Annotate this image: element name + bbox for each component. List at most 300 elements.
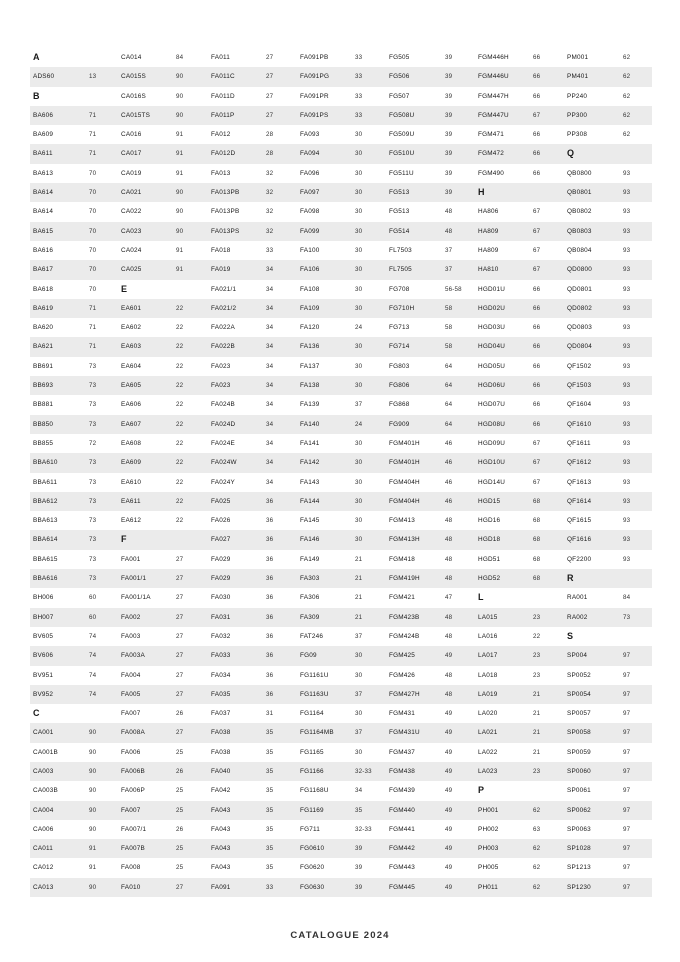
page-number: 34 bbox=[266, 420, 274, 428]
product-code: FA306 bbox=[300, 594, 320, 602]
page-number: 27 bbox=[176, 632, 184, 640]
product-code: FG710H bbox=[389, 304, 415, 312]
page-number: 91 bbox=[176, 266, 184, 274]
page-number: 62 bbox=[533, 845, 541, 853]
page-number: 36 bbox=[266, 555, 274, 563]
product-code: RA001 bbox=[567, 594, 588, 602]
page-number: 30 bbox=[355, 246, 363, 254]
product-code: CA001B bbox=[33, 748, 59, 756]
page-number: 22 bbox=[176, 497, 184, 505]
section-letter: P bbox=[478, 785, 485, 796]
product-code: FA043 bbox=[211, 845, 231, 853]
product-code: FA007 bbox=[121, 710, 141, 718]
page-number: 46 bbox=[445, 439, 453, 447]
product-code: FGM401H bbox=[389, 459, 420, 467]
page-number: 70 bbox=[89, 266, 97, 274]
page-number: 39 bbox=[445, 73, 453, 81]
product-code: FGM418 bbox=[389, 555, 416, 563]
product-code: HGD08U bbox=[478, 420, 506, 428]
page-number: 30 bbox=[355, 439, 363, 447]
product-code: FG1161U bbox=[300, 671, 329, 679]
product-code: FA007 bbox=[121, 806, 141, 814]
product-code: CA017 bbox=[121, 150, 142, 158]
product-code: FG0630 bbox=[300, 883, 325, 891]
product-code: EA605 bbox=[121, 382, 142, 390]
index-row bbox=[30, 337, 652, 356]
page-number: 90 bbox=[89, 806, 97, 814]
product-code: FA091PB bbox=[300, 54, 329, 61]
page-number: 30 bbox=[355, 266, 363, 274]
product-code: CA006 bbox=[33, 825, 54, 833]
catalogue-footer: CATALOGUE 2024 bbox=[290, 930, 390, 941]
page-number: 93 bbox=[623, 189, 631, 197]
product-code: FG0620 bbox=[300, 864, 325, 872]
page-number: 24 bbox=[355, 420, 363, 428]
page-number: 33 bbox=[266, 246, 274, 254]
page-number: 63 bbox=[533, 825, 541, 833]
product-code: SP0054 bbox=[567, 690, 591, 698]
product-code: BA620 bbox=[33, 324, 54, 332]
page-number: 34 bbox=[266, 401, 274, 409]
product-code: HGD07U bbox=[478, 401, 506, 409]
page-number: 70 bbox=[89, 189, 97, 197]
page-number: 32-33 bbox=[355, 767, 372, 775]
page-number: 34 bbox=[355, 787, 363, 795]
page-number: 27 bbox=[176, 652, 184, 660]
product-code: EA609 bbox=[121, 459, 142, 467]
page-number: 39 bbox=[445, 189, 453, 197]
page-number: 36 bbox=[266, 517, 274, 525]
page-number: 66 bbox=[533, 73, 541, 81]
page-number: 73 bbox=[623, 613, 631, 621]
page-number: 93 bbox=[623, 478, 631, 486]
product-code: HGD10U bbox=[478, 459, 506, 467]
page-number: 67 bbox=[533, 208, 541, 216]
page-number: 13 bbox=[89, 73, 97, 81]
product-code: BA617 bbox=[33, 266, 54, 274]
product-code: FA303 bbox=[300, 575, 320, 583]
page-number: 48 bbox=[445, 575, 453, 583]
product-code: FA007/1 bbox=[121, 825, 147, 833]
page-number: 93 bbox=[623, 459, 631, 467]
product-code: CA022 bbox=[121, 208, 142, 216]
index-row bbox=[30, 858, 652, 877]
section-letter: B bbox=[33, 90, 40, 101]
product-code: FGM438 bbox=[389, 767, 416, 775]
product-code: FA144 bbox=[300, 497, 320, 505]
product-code: HA810 bbox=[478, 266, 499, 274]
product-code: CA019 bbox=[121, 169, 142, 177]
page-number: 71 bbox=[89, 304, 97, 312]
product-code: BBA614 bbox=[33, 536, 58, 544]
product-code: LA018 bbox=[478, 671, 498, 679]
page-number: 66 bbox=[533, 304, 541, 312]
page-number: 21 bbox=[355, 575, 363, 583]
page-number: 34 bbox=[266, 362, 274, 370]
page-number: 74 bbox=[89, 632, 97, 640]
page-number: 62 bbox=[533, 864, 541, 872]
product-code: FA098 bbox=[300, 208, 320, 216]
product-code: QB0800 bbox=[567, 169, 592, 177]
page-number: 37 bbox=[355, 401, 363, 409]
product-code: FA004 bbox=[121, 671, 141, 679]
product-code: QF1614 bbox=[567, 497, 592, 505]
product-code: FA006B bbox=[121, 767, 145, 775]
page-number: 68 bbox=[533, 497, 541, 505]
page-number: 70 bbox=[89, 227, 97, 235]
product-code: FA097 bbox=[300, 189, 320, 197]
page-number: 37 bbox=[355, 690, 363, 698]
page-number: 30 bbox=[355, 671, 363, 679]
product-code: FA146 bbox=[300, 536, 320, 544]
product-code: BA611 bbox=[33, 150, 53, 158]
page-number: 27 bbox=[176, 729, 184, 737]
product-code: SP0052 bbox=[567, 671, 591, 679]
product-code: FA011 bbox=[211, 54, 231, 61]
page-number: 93 bbox=[623, 227, 631, 235]
product-code: HGD06U bbox=[478, 382, 506, 390]
product-code: CA015TS bbox=[121, 111, 151, 119]
product-code: FA043 bbox=[211, 806, 231, 814]
page-number: 34 bbox=[266, 343, 274, 351]
product-code: BBA615 bbox=[33, 555, 58, 563]
product-code: FG513 bbox=[389, 189, 410, 197]
page-number: 22 bbox=[533, 632, 541, 640]
page-number: 36 bbox=[266, 632, 274, 640]
product-code: FA029 bbox=[211, 555, 231, 563]
page-number: 90 bbox=[176, 111, 184, 119]
product-code: BV605 bbox=[33, 632, 54, 640]
index-row bbox=[30, 395, 652, 414]
product-code: FGM427H bbox=[389, 690, 420, 698]
product-code: SP1213 bbox=[567, 864, 591, 872]
product-code: LA015 bbox=[478, 613, 498, 621]
page-number: 35 bbox=[266, 787, 274, 795]
page-number: 64 bbox=[445, 362, 453, 370]
page-number: 35 bbox=[266, 748, 274, 756]
product-code: QD0802 bbox=[567, 304, 593, 312]
product-code: SP0059 bbox=[567, 748, 591, 756]
product-code: HGD03U bbox=[478, 324, 506, 332]
page-number: 74 bbox=[89, 671, 97, 679]
page-number: 46 bbox=[445, 478, 453, 486]
page-number: 34 bbox=[266, 382, 274, 390]
page-number: 22 bbox=[176, 401, 184, 409]
product-code: SP0062 bbox=[567, 806, 591, 814]
product-code: FA091PR bbox=[300, 92, 329, 100]
product-code: FGM472 bbox=[478, 150, 505, 158]
product-code: FA145 bbox=[300, 517, 320, 525]
page-number: 93 bbox=[623, 420, 631, 428]
page-number: 23 bbox=[533, 671, 541, 679]
section-letter: Q bbox=[567, 148, 575, 159]
product-code: FA013PB bbox=[211, 189, 240, 197]
page-number: 33 bbox=[355, 73, 363, 81]
product-code: FA012D bbox=[211, 150, 236, 158]
product-code: HA806 bbox=[478, 208, 499, 216]
product-code: CA014 bbox=[121, 54, 142, 61]
product-code: BB850 bbox=[33, 420, 54, 428]
page-number: 27 bbox=[176, 671, 184, 679]
product-code: FA021/2 bbox=[211, 304, 237, 312]
page-number: 73 bbox=[89, 459, 97, 467]
page-number: 56-58 bbox=[445, 285, 462, 293]
page-number: 68 bbox=[533, 517, 541, 525]
product-code: CA025 bbox=[121, 266, 142, 274]
page-number: 30 bbox=[355, 169, 363, 177]
product-code: FGM413H bbox=[389, 536, 420, 544]
page-number: 64 bbox=[445, 401, 453, 409]
page-number: 48 bbox=[445, 517, 453, 525]
page-number: 39 bbox=[445, 169, 453, 177]
page-number: 93 bbox=[623, 169, 631, 177]
product-code: PH003 bbox=[478, 845, 499, 853]
page-number: 30 bbox=[355, 208, 363, 216]
product-code: HGD52 bbox=[478, 575, 501, 583]
page-number: 67 bbox=[533, 266, 541, 274]
product-code: FGM447H bbox=[478, 92, 509, 100]
product-code: FA022B bbox=[211, 343, 235, 351]
page-number: 21 bbox=[533, 710, 541, 718]
product-code: FGM424B bbox=[389, 632, 420, 640]
product-code: FA013 bbox=[211, 169, 231, 177]
page-number: 22 bbox=[176, 478, 184, 486]
page-number: 22 bbox=[176, 382, 184, 390]
index-row bbox=[30, 627, 652, 646]
product-code: FG510U bbox=[389, 150, 415, 158]
product-code: SP1028 bbox=[567, 845, 591, 853]
page-number: 22 bbox=[176, 439, 184, 447]
page-number: 73 bbox=[89, 401, 97, 409]
product-code: FG513 bbox=[389, 208, 410, 216]
product-code: CA015S bbox=[121, 73, 147, 81]
product-code: FA109 bbox=[300, 304, 320, 312]
product-code: FG711 bbox=[300, 825, 321, 833]
product-code: FA008A bbox=[121, 729, 145, 737]
page-number: 66 bbox=[533, 169, 541, 177]
product-code: QD0800 bbox=[567, 266, 593, 274]
page-number: 22 bbox=[176, 517, 184, 525]
product-code: FA021/1 bbox=[211, 285, 237, 293]
page-number: 90 bbox=[89, 748, 97, 756]
index-row bbox=[30, 762, 652, 781]
product-code: FA011C bbox=[211, 73, 235, 81]
page-number: 34 bbox=[266, 324, 274, 332]
page-number: 24 bbox=[355, 324, 363, 332]
index-row bbox=[30, 820, 652, 839]
product-code: FG507 bbox=[389, 92, 410, 100]
page-number: 72 bbox=[89, 439, 97, 447]
page-number: 93 bbox=[623, 401, 631, 409]
page-number: 90 bbox=[176, 92, 184, 100]
page-number: 32-33 bbox=[355, 825, 372, 833]
page-number: 90 bbox=[176, 227, 184, 235]
product-code: FGM439 bbox=[389, 787, 416, 795]
page-number: 91 bbox=[176, 246, 184, 254]
page-number: 93 bbox=[623, 246, 631, 254]
section-letter: H bbox=[478, 187, 485, 198]
page-number: 49 bbox=[445, 864, 453, 872]
product-code: FGM419H bbox=[389, 575, 420, 583]
product-code: FGM404H bbox=[389, 478, 420, 486]
page-number: 25 bbox=[176, 787, 184, 795]
product-code: FGM404H bbox=[389, 497, 420, 505]
product-code: HGD15 bbox=[478, 497, 501, 505]
page-number: 68 bbox=[533, 536, 541, 544]
product-code: FGM446H bbox=[478, 54, 509, 61]
product-code: FA019 bbox=[211, 266, 231, 274]
product-code: FA031 bbox=[211, 613, 231, 621]
page-number: 97 bbox=[623, 767, 631, 775]
page-number: 93 bbox=[623, 324, 631, 332]
page-number: 67 bbox=[533, 478, 541, 486]
product-code: FA033 bbox=[211, 652, 231, 660]
page-number: 39 bbox=[445, 131, 453, 139]
page-number: 35 bbox=[266, 864, 274, 872]
product-code: FL7505 bbox=[389, 266, 412, 274]
product-code: BA614 bbox=[33, 189, 54, 197]
index-row bbox=[30, 87, 652, 106]
product-code: FA003A bbox=[121, 652, 145, 660]
product-code: FG1169 bbox=[300, 806, 324, 814]
index-row bbox=[30, 550, 652, 569]
index-row bbox=[30, 492, 652, 511]
page-number: 70 bbox=[89, 285, 97, 293]
product-code: FA138 bbox=[300, 382, 320, 390]
product-code: PP300 bbox=[567, 111, 588, 119]
page-number: 48 bbox=[445, 227, 453, 235]
page-number: 49 bbox=[445, 883, 453, 891]
product-code: FA091 bbox=[211, 883, 231, 891]
product-code: FGM401H bbox=[389, 439, 420, 447]
page-number: 93 bbox=[623, 304, 631, 312]
page-number: 39 bbox=[445, 111, 453, 119]
page-number: 48 bbox=[445, 613, 453, 621]
page-number: 93 bbox=[623, 536, 631, 544]
product-code: FG514 bbox=[389, 227, 410, 235]
page-number: 73 bbox=[89, 420, 97, 428]
product-code: FA141 bbox=[300, 439, 320, 447]
product-code: FGM431 bbox=[389, 710, 416, 718]
product-code: FA023 bbox=[211, 382, 231, 390]
page-number: 35 bbox=[266, 729, 274, 737]
page-number: 22 bbox=[176, 343, 184, 351]
page-number: 46 bbox=[445, 459, 453, 467]
product-code: HGD01U bbox=[478, 285, 506, 293]
product-code: EA608 bbox=[121, 439, 142, 447]
product-code: CA023 bbox=[121, 227, 142, 235]
index-row bbox=[30, 299, 652, 318]
product-code: QD0804 bbox=[567, 343, 593, 351]
page-number: 30 bbox=[355, 131, 363, 139]
product-code: QF1616 bbox=[567, 536, 592, 544]
section-letter: R bbox=[567, 573, 574, 584]
page-number: 91 bbox=[89, 845, 97, 853]
page-number: 93 bbox=[623, 497, 631, 505]
product-code: FG714 bbox=[389, 343, 410, 351]
product-code: FA034 bbox=[211, 671, 231, 679]
page-number: 37 bbox=[355, 632, 363, 640]
page-number: 22 bbox=[176, 304, 184, 312]
index-row bbox=[30, 280, 652, 299]
product-code: FL7503 bbox=[389, 246, 412, 254]
product-code: SP0061 bbox=[567, 787, 591, 795]
product-code: FGM447U bbox=[478, 111, 509, 119]
product-code: BA619 bbox=[33, 304, 54, 312]
product-code: FA011D bbox=[211, 92, 235, 100]
page-number: 97 bbox=[623, 845, 631, 853]
page-number: 66 bbox=[533, 92, 541, 100]
page-number: 62 bbox=[533, 806, 541, 814]
page-number: 71 bbox=[89, 111, 97, 119]
page-number: 73 bbox=[89, 536, 97, 544]
page-number: 36 bbox=[266, 536, 274, 544]
product-code: FG1168U bbox=[300, 787, 329, 795]
page-number: 97 bbox=[623, 690, 631, 698]
page-number: 30 bbox=[355, 343, 363, 351]
product-code: QB0801 bbox=[567, 189, 592, 197]
product-code: BBA610 bbox=[33, 459, 58, 467]
page-number: 58 bbox=[445, 343, 453, 351]
product-code: FGM442 bbox=[389, 845, 416, 853]
product-code: FA106 bbox=[300, 266, 320, 274]
page-number: 39 bbox=[355, 845, 363, 853]
page-number: 30 bbox=[355, 227, 363, 235]
page-number: 66 bbox=[533, 285, 541, 293]
page-number: 62 bbox=[623, 92, 631, 100]
index-row bbox=[30, 646, 652, 665]
product-code: FGM425 bbox=[389, 652, 416, 660]
page-number: 91 bbox=[89, 864, 97, 872]
product-code: FG508U bbox=[389, 111, 415, 119]
page-number: 27 bbox=[266, 111, 274, 119]
product-code: LA022 bbox=[478, 748, 498, 756]
product-code: FA001 bbox=[121, 555, 141, 563]
page-number: 35 bbox=[266, 767, 274, 775]
page-number: 27 bbox=[266, 73, 274, 81]
page-number: 71 bbox=[89, 343, 97, 351]
product-code: HGD04U bbox=[478, 343, 506, 351]
index-row bbox=[30, 723, 652, 742]
product-code: CA024 bbox=[121, 246, 142, 254]
page-number: 97 bbox=[623, 671, 631, 679]
page-number: 36 bbox=[266, 671, 274, 679]
product-code: QF1611 bbox=[567, 439, 591, 447]
index-row bbox=[30, 685, 652, 704]
product-code: EA610 bbox=[121, 478, 142, 486]
page-number: 90 bbox=[89, 825, 97, 833]
page-number: 71 bbox=[89, 324, 97, 332]
product-code: QF1613 bbox=[567, 478, 592, 486]
product-code: FA091PG bbox=[300, 73, 330, 81]
index-row bbox=[30, 260, 652, 279]
page-number: 26 bbox=[176, 767, 184, 775]
product-code: BA609 bbox=[33, 131, 54, 139]
product-code: FA013PB bbox=[211, 208, 240, 216]
product-code: BA613 bbox=[33, 169, 54, 177]
page-number: 48 bbox=[445, 632, 453, 640]
product-code: FGM431U bbox=[389, 729, 420, 737]
page-number: 70 bbox=[89, 208, 97, 216]
page-number: 27 bbox=[266, 92, 274, 100]
product-code: FA024W bbox=[211, 459, 237, 467]
product-code: ADS60 bbox=[33, 73, 55, 81]
product-code: BH007 bbox=[33, 613, 54, 621]
product-code: FA003 bbox=[121, 632, 141, 640]
product-code: FA143 bbox=[300, 478, 320, 486]
product-code: FA140 bbox=[300, 420, 320, 428]
page-number: 90 bbox=[89, 883, 97, 891]
